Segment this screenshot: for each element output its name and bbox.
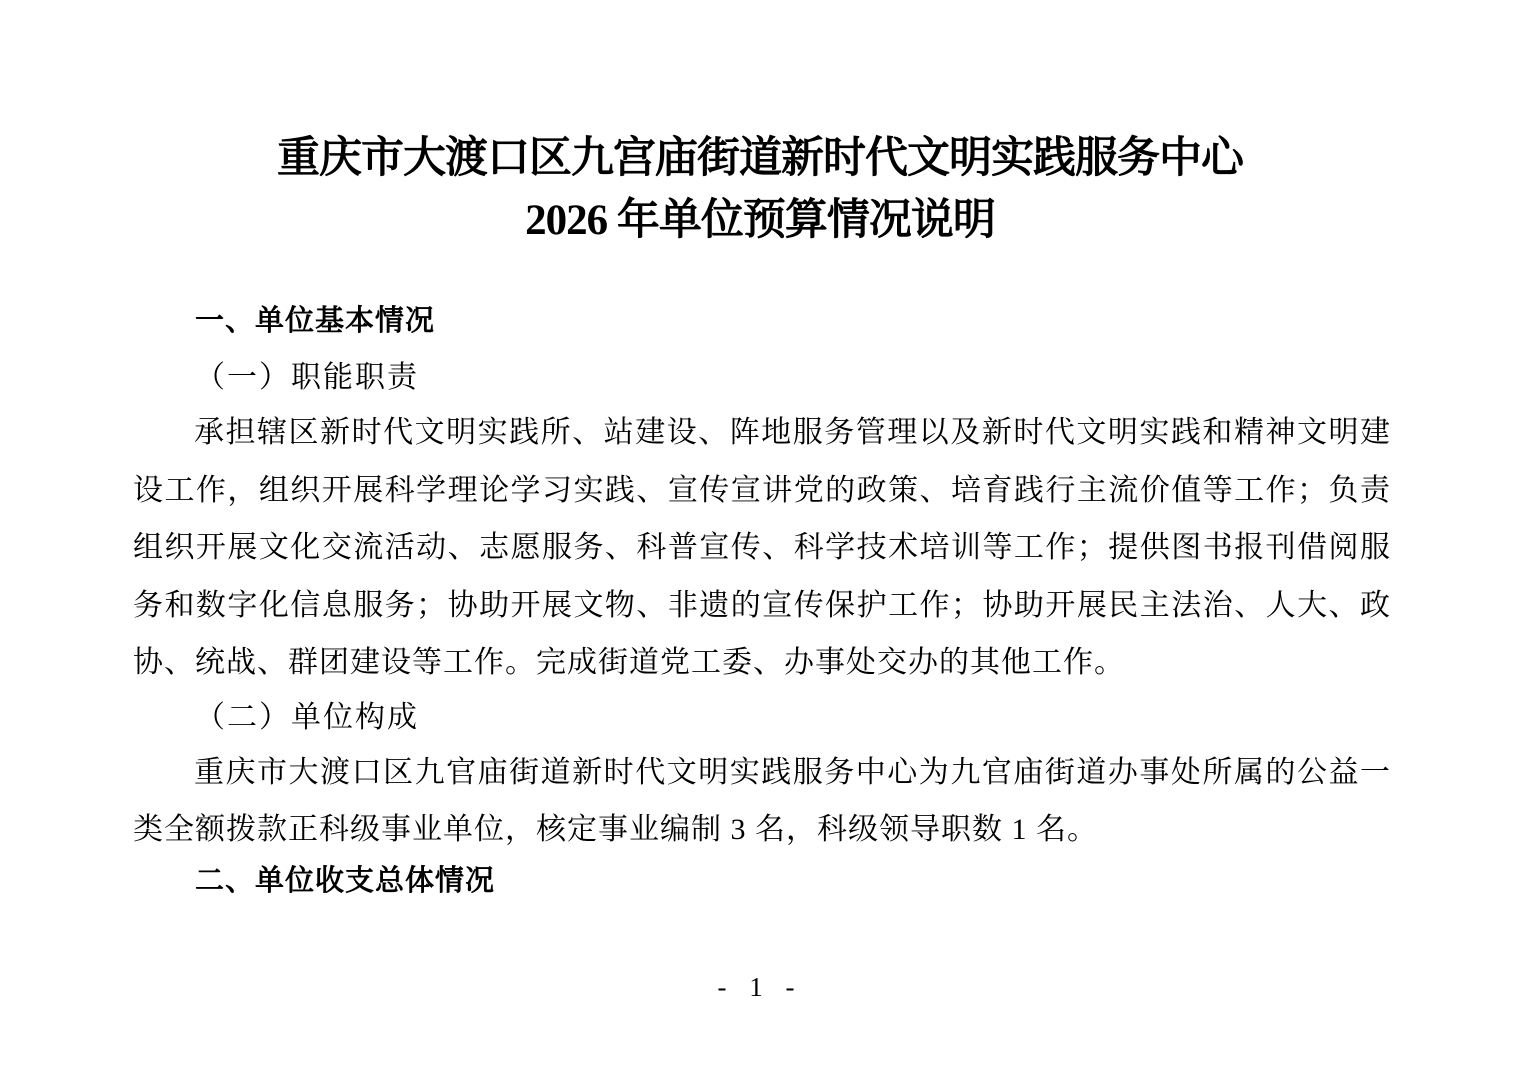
document-title-line1: 重庆市大渡口区九宫庙街道新时代文明实践服务中心: [277, 135, 1243, 182]
section1-sub2-heading: （二）单位构成: [195, 700, 419, 734]
section1-sub2-paragraph: 重庆市大渡口区九官庙街道新时代文明实践服务中心为九官庙街道办事处所属的公益一类全额拨款正科级事业单位，核定事业编制 3 名，科级领导职数 1 名。: [133, 755, 1391, 846]
page-number: - 1 -: [717, 972, 803, 1002]
document-title-line2: 2026 年单位预算情况说明: [525, 197, 995, 244]
section1-heading: 一、单位基本情况: [195, 305, 436, 337]
document-body: [133, 305, 1391, 898]
document-title: [0, 128, 1520, 252]
section1-sub1-heading: （一）职能职责: [195, 361, 419, 394]
section2-heading: 二、单位收支总体情况: [195, 864, 496, 897]
section1-sub1-paragraph: 承担辖区新时代文明实践所、站建设、阵地服务管理以及新时代文明实践和精神文明建设工作，组织开展科学理论学习实践、宣传宣讲党的政策、培育践行主流价值等工作；负责组织开展文化交流活动、志愿服务、科普宣传、科学技术培训等工作；提供图书报刊借阅服务和数字化信息服务；协助开展文物、非遗的宣传保护工作；协助开展民主法治、人大、政协、统战、群团建设等工作。完成街道党工委、办事处交办的其他工作。: [133, 416, 1391, 679]
